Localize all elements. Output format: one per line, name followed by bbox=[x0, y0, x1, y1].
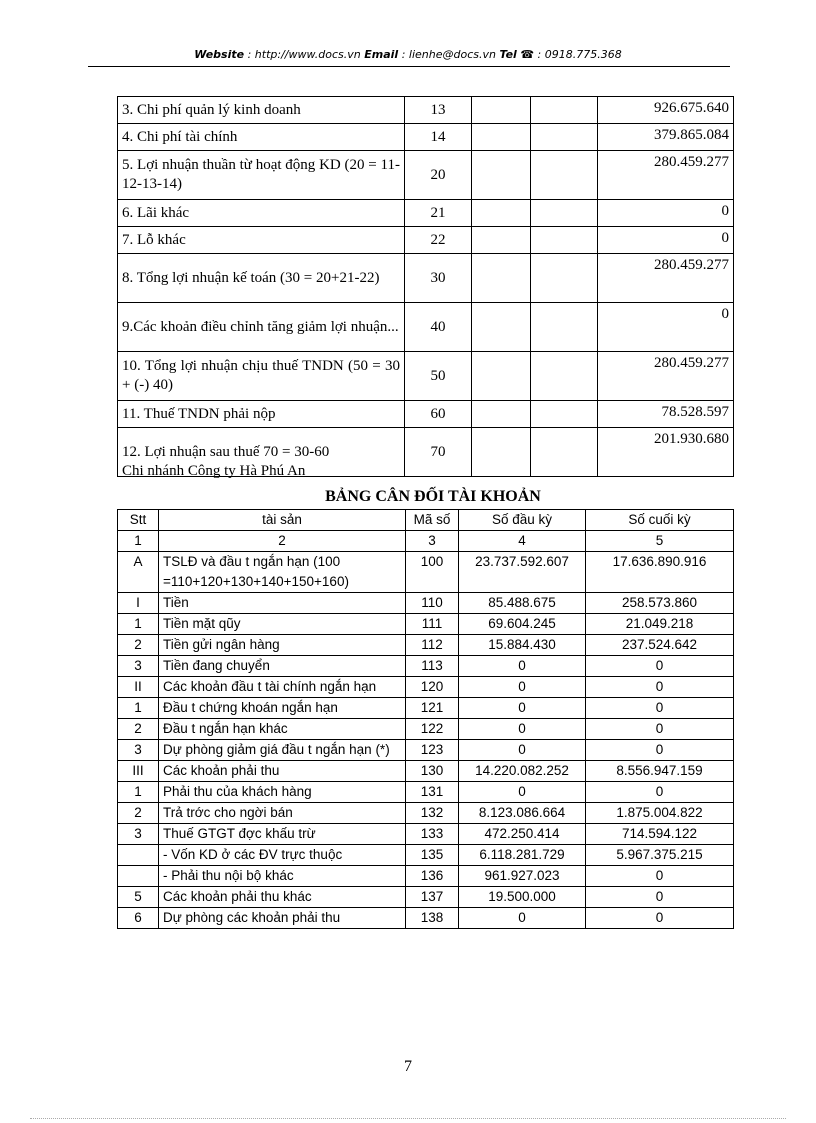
index-cell: 1 bbox=[118, 531, 159, 552]
table-row bbox=[118, 124, 734, 151]
empty-cell bbox=[531, 352, 598, 401]
page-header bbox=[0, 48, 816, 61]
row-end: 0 bbox=[586, 698, 734, 719]
row-name: Các khoản đầu t tài chính ngắn hạn bbox=[159, 677, 406, 698]
empty-cell bbox=[472, 303, 531, 352]
row-start: 0 bbox=[459, 719, 586, 740]
row-name: Đầu t chứng khoán ngắn hạn bbox=[159, 698, 406, 719]
row-stt: 1 bbox=[118, 698, 159, 719]
empty-cell bbox=[531, 200, 598, 227]
table-row bbox=[118, 740, 734, 761]
table-row bbox=[118, 254, 734, 303]
empty-cell bbox=[531, 428, 598, 477]
row-name: Tiền gửi ngân hàng bbox=[159, 635, 406, 656]
row-name: Các khoản phải thu bbox=[159, 761, 406, 782]
row-name: 4. Chi phí tài chính bbox=[118, 124, 405, 151]
row-name: Đầu t ngắn hạn khác bbox=[159, 719, 406, 740]
balance-header-row bbox=[118, 510, 734, 531]
row-stt: II bbox=[118, 677, 159, 698]
table-row bbox=[118, 719, 734, 740]
row-value: 78.528.597 bbox=[598, 401, 734, 428]
row-stt bbox=[118, 845, 159, 866]
row-end: 0 bbox=[586, 887, 734, 908]
table-row bbox=[118, 887, 734, 908]
empty-cell bbox=[531, 254, 598, 303]
row-end: 237.524.642 bbox=[586, 635, 734, 656]
row-code: 100 bbox=[406, 552, 459, 593]
row-end: 0 bbox=[586, 782, 734, 803]
row-name: 3. Chi phí quản lý kinh doanh bbox=[118, 97, 405, 124]
empty-cell bbox=[531, 401, 598, 428]
row-start: 0 bbox=[459, 656, 586, 677]
row-name: 12. Lợi nhuận sau thuế 70 = 30-60 bbox=[118, 428, 405, 477]
row-name: Tiền mặt qũy bbox=[159, 614, 406, 635]
row-stt: 1 bbox=[118, 614, 159, 635]
row-name: TSLĐ và đầu t ngắn hạn (100 =110+120+130+140+150+160) bbox=[159, 552, 406, 593]
phone-icon: ☎ bbox=[520, 48, 535, 61]
row-start: 0 bbox=[459, 782, 586, 803]
row-code: 135 bbox=[406, 845, 459, 866]
row-code: 13 bbox=[405, 97, 472, 124]
table-row bbox=[118, 782, 734, 803]
row-start: 0 bbox=[459, 908, 586, 929]
table-row bbox=[118, 656, 734, 677]
row-name: Dự phòng giảm giá đầu t ngắn hạn (*) bbox=[159, 740, 406, 761]
table-row bbox=[118, 303, 734, 352]
empty-cell bbox=[472, 254, 531, 303]
empty-cell bbox=[472, 428, 531, 477]
row-value: 280.459.277 bbox=[598, 151, 734, 200]
empty-cell bbox=[472, 401, 531, 428]
row-name: 7. Lỗ khác bbox=[118, 227, 405, 254]
empty-cell bbox=[531, 124, 598, 151]
row-value: 201.930.680 bbox=[598, 428, 734, 477]
row-end: 0 bbox=[586, 740, 734, 761]
row-end: 714.594.122 bbox=[586, 824, 734, 845]
row-code: 111 bbox=[406, 614, 459, 635]
row-stt: 1 bbox=[118, 782, 159, 803]
header-end: Số cuối kỳ bbox=[586, 510, 734, 531]
header-start: Số đầu kỳ bbox=[459, 510, 586, 531]
table-row bbox=[118, 677, 734, 698]
row-stt: I bbox=[118, 593, 159, 614]
empty-cell bbox=[531, 151, 598, 200]
header-divider bbox=[88, 66, 730, 67]
header-asset: tài sản bbox=[159, 510, 406, 531]
row-value: 0 bbox=[598, 200, 734, 227]
row-value: 280.459.277 bbox=[598, 352, 734, 401]
row-start: 85.488.675 bbox=[459, 593, 586, 614]
row-code: 137 bbox=[406, 887, 459, 908]
table-row bbox=[118, 200, 734, 227]
row-code: 14 bbox=[405, 124, 472, 151]
branch-name: Chi nhánh Công ty Hà Phú An bbox=[122, 463, 306, 479]
empty-cell bbox=[472, 124, 531, 151]
row-code: 60 bbox=[405, 401, 472, 428]
row-code: 21 bbox=[405, 200, 472, 227]
table-row bbox=[118, 401, 734, 428]
table-row bbox=[118, 698, 734, 719]
income-table bbox=[117, 96, 734, 477]
row-end: 0 bbox=[586, 908, 734, 929]
row-value: 0 bbox=[598, 227, 734, 254]
empty-cell bbox=[472, 151, 531, 200]
row-name: - Vốn KD ở các ĐV trực thuộc bbox=[159, 845, 406, 866]
row-stt: 2 bbox=[118, 803, 159, 824]
row-name: 6. Lãi khác bbox=[118, 200, 405, 227]
row-code: 20 bbox=[405, 151, 472, 200]
row-code: 123 bbox=[406, 740, 459, 761]
row-code: 113 bbox=[406, 656, 459, 677]
empty-cell bbox=[472, 352, 531, 401]
footer-divider bbox=[30, 1118, 786, 1119]
row-stt: 3 bbox=[118, 824, 159, 845]
table-row bbox=[118, 761, 734, 782]
empty-cell bbox=[472, 97, 531, 124]
row-name: Tiền đang chuyển bbox=[159, 656, 406, 677]
row-end: 0 bbox=[586, 656, 734, 677]
index-cell: 5 bbox=[586, 531, 734, 552]
row-name: Các khoản phải thu khác bbox=[159, 887, 406, 908]
row-end: 17.636.890.916 bbox=[586, 552, 734, 593]
row-stt: 3 bbox=[118, 656, 159, 677]
row-end: 258.573.860 bbox=[586, 593, 734, 614]
row-code: 112 bbox=[406, 635, 459, 656]
row-stt: 5 bbox=[118, 887, 159, 908]
row-name: 9.Các khoản điều chỉnh tăng giảm lợi nhuận... bbox=[118, 303, 405, 352]
index-cell: 4 bbox=[459, 531, 586, 552]
row-value: 0 bbox=[598, 303, 734, 352]
table-row bbox=[118, 803, 734, 824]
row-name: Tiền bbox=[159, 593, 406, 614]
tel-label: Tel bbox=[499, 48, 517, 61]
row-code: 122 bbox=[406, 719, 459, 740]
email-label: Email bbox=[364, 48, 399, 61]
tel-value: : 0918.775.368 bbox=[537, 48, 622, 61]
table-row bbox=[118, 151, 734, 200]
table-row bbox=[118, 614, 734, 635]
row-value: 379.865.084 bbox=[598, 124, 734, 151]
table-row bbox=[118, 552, 734, 593]
row-stt: A bbox=[118, 552, 159, 593]
row-stt: 6 bbox=[118, 908, 159, 929]
row-name: Trả trớc cho ngời bán bbox=[159, 803, 406, 824]
row-value: 926.675.640 bbox=[598, 97, 734, 124]
row-name: 11. Thuế TNDN phải nộp bbox=[118, 401, 405, 428]
table-row bbox=[118, 593, 734, 614]
row-start: 961.927.023 bbox=[459, 866, 586, 887]
row-stt: 3 bbox=[118, 740, 159, 761]
row-name: 8. Tổng lợi nhuận kế toán (30 = 20+21-22) bbox=[118, 254, 405, 303]
website-value: : http://www.docs.vn bbox=[247, 48, 361, 61]
row-start: 19.500.000 bbox=[459, 887, 586, 908]
row-stt: 2 bbox=[118, 635, 159, 656]
row-code: 121 bbox=[406, 698, 459, 719]
row-code: 136 bbox=[406, 866, 459, 887]
index-cell: 2 bbox=[159, 531, 406, 552]
header-stt: Stt bbox=[118, 510, 159, 531]
row-code: 120 bbox=[406, 677, 459, 698]
row-start: 0 bbox=[459, 677, 586, 698]
table-row bbox=[118, 908, 734, 929]
row-name: 10. Tổng lợi nhuận chịu thuế TNDN (50 = 30 + (-) 40) bbox=[118, 352, 405, 401]
row-start: 69.604.245 bbox=[459, 614, 586, 635]
row-start: 8.123.086.664 bbox=[459, 803, 586, 824]
table-row bbox=[118, 845, 734, 866]
row-stt: 2 bbox=[118, 719, 159, 740]
row-name: Thuế GTGT đợc khấu trừ bbox=[159, 824, 406, 845]
row-stt bbox=[118, 866, 159, 887]
empty-cell bbox=[531, 303, 598, 352]
row-name: Dự phòng các khoản phải thu bbox=[159, 908, 406, 929]
email-value: : lienhe@docs.vn bbox=[401, 48, 496, 61]
row-end: 0 bbox=[586, 719, 734, 740]
row-code: 131 bbox=[406, 782, 459, 803]
row-start: 0 bbox=[459, 698, 586, 719]
row-stt: III bbox=[118, 761, 159, 782]
row-name: Phải thu của khách hàng bbox=[159, 782, 406, 803]
row-start: 15.884.430 bbox=[459, 635, 586, 656]
row-code: 133 bbox=[406, 824, 459, 845]
row-start: 14.220.082.252 bbox=[459, 761, 586, 782]
row-code: 110 bbox=[406, 593, 459, 614]
index-cell: 3 bbox=[406, 531, 459, 552]
row-code: 132 bbox=[406, 803, 459, 824]
website-label: Website bbox=[194, 48, 245, 61]
row-start: 6.118.281.729 bbox=[459, 845, 586, 866]
empty-cell bbox=[472, 200, 531, 227]
table-row bbox=[118, 97, 734, 124]
row-start: 0 bbox=[459, 740, 586, 761]
page-number: 7 bbox=[404, 1058, 412, 1075]
row-code: 30 bbox=[405, 254, 472, 303]
row-end: 0 bbox=[586, 866, 734, 887]
header-code: Mã số bbox=[406, 510, 459, 531]
row-code: 130 bbox=[406, 761, 459, 782]
table-row bbox=[118, 352, 734, 401]
empty-cell bbox=[472, 227, 531, 254]
balance-table bbox=[117, 509, 734, 929]
row-value: 280.459.277 bbox=[598, 254, 734, 303]
row-name: 5. Lợi nhuận thuần từ hoạt động KD (20 = 11-12-13-14) bbox=[118, 151, 405, 200]
row-code: 40 bbox=[405, 303, 472, 352]
balance-title: BẢNG CÂN ĐỐI TÀI KHOẢN bbox=[325, 488, 541, 505]
row-code: 22 bbox=[405, 227, 472, 254]
row-name: - Phải thu nội bộ khác bbox=[159, 866, 406, 887]
row-end: 0 bbox=[586, 677, 734, 698]
row-end: 5.967.375.215 bbox=[586, 845, 734, 866]
row-code: 50 bbox=[405, 352, 472, 401]
empty-cell bbox=[531, 227, 598, 254]
table-row bbox=[118, 635, 734, 656]
balance-index-row bbox=[118, 531, 734, 552]
row-end: 8.556.947.159 bbox=[586, 761, 734, 782]
row-code: 70 bbox=[405, 428, 472, 477]
row-end: 21.049.218 bbox=[586, 614, 734, 635]
row-end: 1.875.004.822 bbox=[586, 803, 734, 824]
empty-cell bbox=[531, 97, 598, 124]
table-row bbox=[118, 866, 734, 887]
table-row bbox=[118, 824, 734, 845]
row-start: 472.250.414 bbox=[459, 824, 586, 845]
row-start: 23.737.592.607 bbox=[459, 552, 586, 593]
table-row bbox=[118, 227, 734, 254]
row-code: 138 bbox=[406, 908, 459, 929]
